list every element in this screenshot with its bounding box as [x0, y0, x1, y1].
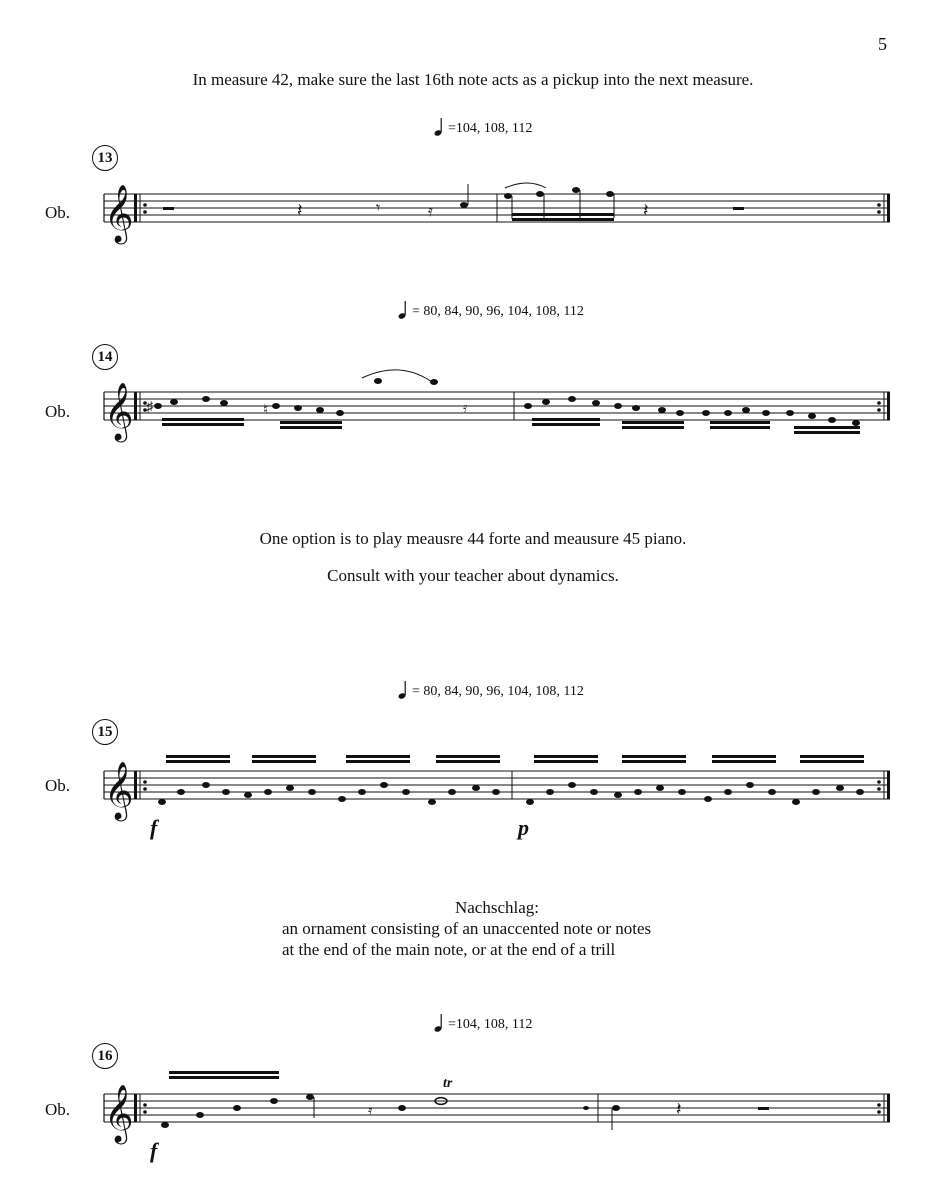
staff-excerpt-14: [0, 368, 946, 458]
nachschlag-title: Nachschlag:: [454, 898, 540, 917]
svg-text:𝄿: 𝄿: [428, 203, 433, 220]
quarter-note-icon: [434, 1013, 446, 1033]
svg-text:𝄿: 𝄿: [463, 401, 468, 416]
svg-text:𝄽: 𝄽: [676, 1099, 682, 1119]
staff-excerpt-13: [0, 176, 946, 256]
staff-excerpt-15: [0, 745, 946, 845]
treble-clef-icon: [104, 382, 134, 443]
quarter-note-icon: [398, 300, 410, 320]
tempo-marking-16: [434, 1013, 532, 1033]
svg-text:𝄞: 𝄞: [104, 184, 134, 242]
dynamic-piano: p: [518, 815, 529, 840]
svg-text:𝄽: 𝄽: [297, 200, 303, 220]
tempo-text-16: =104, 108, 112: [448, 1017, 533, 1032]
measure-42-instruction: In measure 42, make sure the last 16th note acts as a pickup into the next measure.: [192, 70, 754, 89]
nachschlag-definition: [282, 897, 712, 960]
dynamic-forte-16: f: [150, 1138, 158, 1163]
tempo-text-15: = 80, 84, 90, 96, 104, 108, 112: [412, 684, 584, 699]
excerpt-number-16: 16: [92, 1043, 118, 1069]
dynamics-option-text: One option is to play meausre 44 forte and meausure 45 piano.: [259, 529, 687, 548]
tempo-text-13: =104, 108, 112: [448, 121, 533, 136]
excerpt-number-15: 15: [92, 719, 118, 745]
svg-text:𝄾: 𝄾: [376, 200, 381, 217]
svg-text:𝄞: 𝄞: [104, 382, 134, 440]
svg-text:𝄞: 𝄞: [104, 761, 134, 819]
dynamic-forte: f: [150, 815, 158, 840]
svg-text:♮: ♮: [263, 403, 269, 418]
trill-ornament: tr: [443, 1076, 453, 1091]
tempo-marking-14: [398, 300, 584, 320]
tempo-marking-13: [434, 117, 532, 137]
nachschlag-line-1: an ornament consisting of an unaccented note or notes: [282, 919, 652, 938]
svg-text:𝄞: 𝄞: [104, 1084, 134, 1142]
page-number: 5: [878, 34, 887, 54]
dynamics-consult-text: Consult with your teacher about dynamics.: [327, 566, 619, 585]
instrument-label-15: Ob.: [45, 776, 71, 795]
treble-clef-icon: [104, 1084, 134, 1145]
staff-excerpt-16: [0, 1066, 946, 1166]
svg-text:𝄿: 𝄿: [368, 1104, 373, 1119]
tempo-text-14: = 80, 84, 90, 96, 104, 108, 112: [412, 304, 584, 319]
treble-clef-icon: [104, 184, 134, 245]
instrument-label-13: Ob.: [45, 203, 71, 222]
instrument-label-14: Ob.: [45, 402, 71, 421]
tempo-marking-15: [398, 680, 584, 700]
treble-clef-icon: [104, 761, 134, 822]
nachschlag-line-2: at the end of the main note, or at the end of a trill: [282, 940, 616, 959]
quarter-note-icon: [398, 680, 410, 700]
svg-text:♯: ♯: [146, 400, 153, 415]
excerpt-number-13: 13: [92, 145, 118, 171]
excerpt-number-14: 14: [92, 344, 118, 370]
instrument-label-16: Ob.: [45, 1100, 71, 1119]
quarter-note-icon: [434, 117, 446, 137]
svg-text:𝄽: 𝄽: [643, 200, 649, 220]
